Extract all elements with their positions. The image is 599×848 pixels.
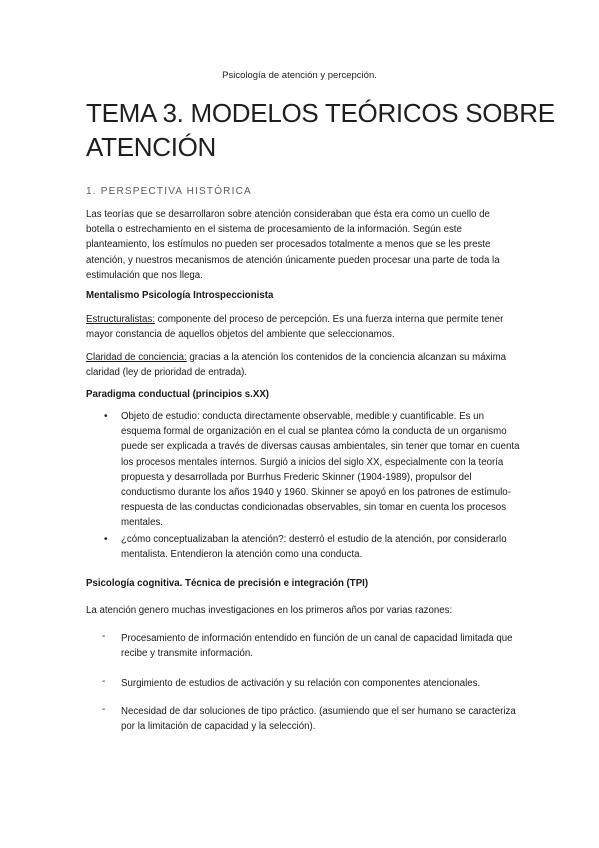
claridad-paragraph bbox=[86, 350, 518, 380]
bullet-marker: • bbox=[104, 534, 108, 545]
claridad-term: Claridad de conciencia: bbox=[86, 352, 187, 363]
section-heading: 1. PERSPECTIVA HISTÓRICA bbox=[86, 186, 252, 197]
estructuralistas-term: Estructuralistas: bbox=[86, 314, 155, 325]
dash-marker: - bbox=[102, 704, 106, 715]
bullet-marker: • bbox=[104, 411, 108, 422]
list-item: Procesamiento de información entendido en función de un canal de capacidad limitada que recibe y transmite información. bbox=[121, 633, 513, 660]
dash-marker: - bbox=[102, 676, 106, 687]
claridad-text: gracias a la atención los contenidos de la conciencia alcanzan su máxima claridad (ley de prioridad de entrada). bbox=[86, 352, 507, 379]
cognitiva-heading: Psicología cognitiva. Técnica de precisión e integración (TPI) bbox=[86, 578, 369, 589]
list-item: Surgimiento de estudios de activación y su relación con componentes atencionales. bbox=[121, 678, 481, 689]
estructuralistas-text: componente del proceso de percepción. Es una fuerza interna que permite tener mayor constancia de aquellos objetos del ambiente que seleccionamos. bbox=[86, 314, 504, 341]
page-header: Psicología de atención y percepción. bbox=[222, 70, 377, 81]
bullet-item: Objeto de estudio: conducta directamente observable, medible y cuantificable. Es un esquema formal de organización en el cual se plantea cómo la conducta de un organismo puede ser explicada a través de diversas causas ambientales, sin tener que tomar en cuenta los procesos mentales internos. Surgió a inicios del siglo XX, especialmente con la teoría propuesta y desarrollada por Burrhus Frederic Skinner (1904-1989), propulsor del conductismo durante los años 1940 y 1960. Skinner se apoyó en los patrones de estímulo-respuesta de las conductas condicionadas observables, sin tomar en cuenta los procesos mentales. bbox=[121, 411, 520, 529]
mentalismo-heading: Mentalismo Psicología Introspeccionista bbox=[86, 290, 274, 301]
document-title: TEMA 3. MODELOS TEÓRICOS SOBRE ATENCIÓN bbox=[86, 98, 555, 162]
dash-marker: - bbox=[102, 631, 106, 642]
bullet-item: ¿cómo conceptualizaban la atención?: desterró el estudio de la atención, por considerarlo mentalista. Entendieron la atención como una conducta. bbox=[121, 534, 507, 561]
estructuralistas-paragraph bbox=[86, 312, 518, 342]
list-item: Necesidad de dar soluciones de tipo práctico. (asumiendo que el ser humano se caracteriza por la limitación de capacidad y la selección). bbox=[121, 706, 516, 733]
cognitiva-intro: La atención genero muchas investigaciones en los primeros años por varias razones: bbox=[86, 605, 453, 616]
intro-paragraph: Las teorías que se desarrollaron sobre atención consideraban que ésta era como un cuello de botella o estrechamiento en el sistema de procesamiento de la información. Según este planteamiento, los estímulos no pueden ser procesados totalmente a menos que se les preste atención, y nuestros mecanismos de atención únicamente pueden procesar una parte de toda la estimulación que nos llega. bbox=[86, 209, 500, 281]
conductual-heading: Paradigma conductual (principios s.XX) bbox=[86, 389, 270, 400]
